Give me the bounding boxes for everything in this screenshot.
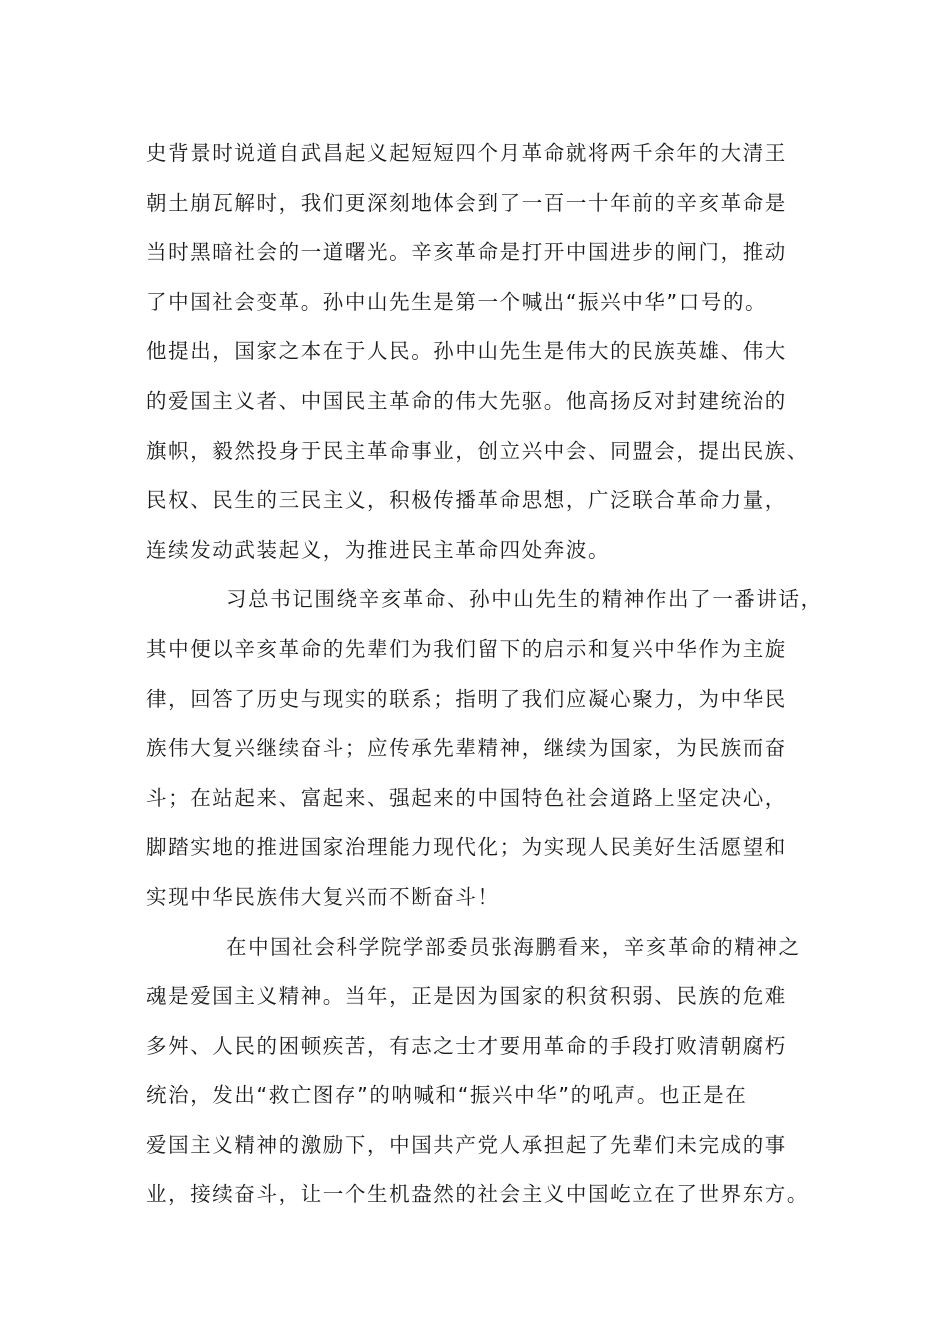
text-line: 连续发动武装起义，为推进民主革命四处奔波。: [146, 537, 611, 562]
text-line: 多舛、人民的困顿疾苦，有志之士才要用革命的手段打败清朝腐朽: [146, 1033, 787, 1058]
paragraph-2: [146, 575, 836, 922]
text-line: 史背景时说道自武昌起义起短短四个月革命就将两千余年的大清王: [146, 141, 787, 165]
text-line: 在中国社会科学院学部委员张海鹏看来，辛亥革命的精神之: [226, 934, 801, 959]
text-line: 民权、民生的三民主义，积极传播革命思想，广泛联合革命力量，: [146, 488, 787, 513]
text-line: 爱国主义精神的激励下，中国共产党人承担起了先辈们未完成的事: [146, 1132, 787, 1157]
text-line: 朝土崩瓦解时，我们更深刻地体会到了一百一十年前的辛亥革命是: [146, 190, 787, 215]
text-line: 律，回答了历史与现实的联系；指明了我们应凝心聚力，为中华民: [146, 686, 787, 711]
text-line: 斗；在站起来、富起来、强起来的中国特色社会道路上坚定决心，: [146, 785, 787, 810]
text-line: 的爱国主义者、中国民主革命的伟大先驱。他高扬反对封建统治的: [146, 388, 787, 413]
text-line: 了中国社会变革。孙中山先生是第一个喊出“振兴中华”口号的。: [146, 289, 768, 314]
text-line: 其中便以辛亥革命的先辈们为我们留下的启示和复兴中华作为主旋: [146, 636, 787, 661]
text-line: 魂是爱国主义精神。当年，正是因为国家的积贫积弱、民族的危难: [146, 984, 787, 1009]
text-line: 族伟大复兴继续奋斗；应传承先辈精神，继续为国家，为民族而奋: [146, 736, 787, 761]
body-text: [146, 129, 836, 1220]
text-line: 习总书记围绕辛亥革命、孙中山先生的精神作出了一番讲话，: [226, 587, 823, 612]
text-line: 旗帜，毅然投身于民主革命事业，创立兴中会、同盟会，提出民族、: [146, 438, 809, 463]
text-line: 脚踏实地的推进国家治理能力现代化；为实现人民美好生活愿望和: [146, 835, 787, 860]
paragraph-3: [146, 923, 836, 1221]
text-line: 统治，发出“救亡图存”的呐喊和“振兴中华”的吼声。也正是在: [146, 1083, 748, 1108]
text-line: 实现中华民族伟大复兴而不断奋斗！: [146, 884, 500, 909]
paragraph-1: [146, 129, 836, 575]
text-line: 他提出，国家之本在于人民。孙中山先生是伟大的民族英雄、伟大: [146, 339, 787, 364]
text-line: 业，接续奋斗，让一个生机盎然的社会主义中国屹立在了世界东方。: [146, 1182, 809, 1207]
text-line: 当时黑暗社会的一道曙光。辛亥革命是打开中国进步的闸门，推动: [146, 240, 787, 265]
